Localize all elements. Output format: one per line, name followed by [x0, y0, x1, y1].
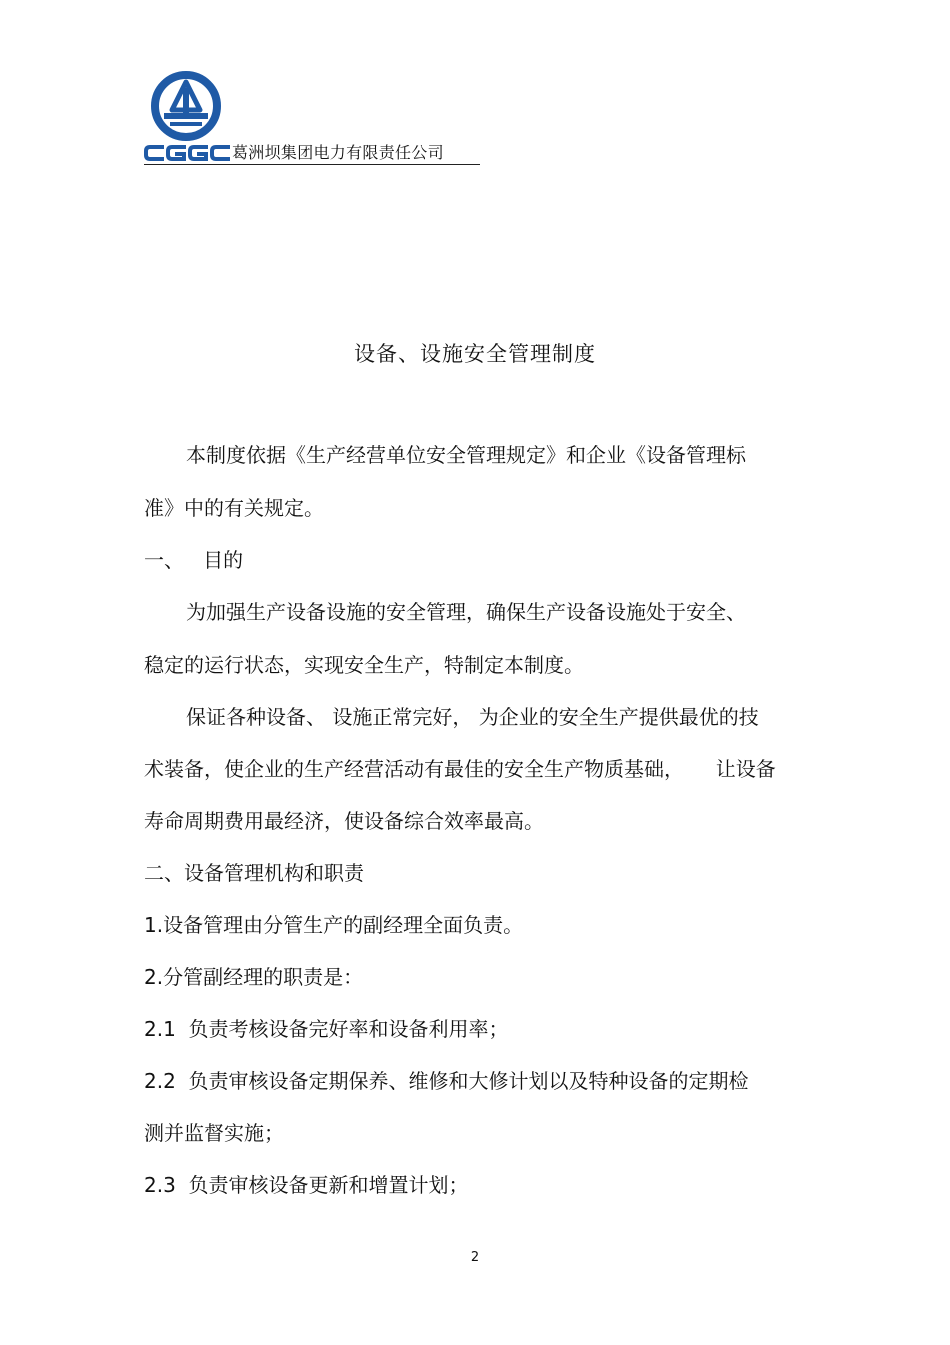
company-name: 葛洲坝集团电力有限责任公司 [232, 143, 444, 162]
section-heading: 一、 目的 [144, 548, 244, 572]
paragraph-line: 术装备，使企业的生产经营活动有最佳的安全生产物质基础， 让设备 [144, 757, 776, 781]
paragraph-line: 为加强生产设备设施的安全管理，确保生产设备设施处于安全、 [186, 600, 746, 624]
list-item: 2.2 负责审核设备定期保养、维修和大修计划以及特种设备的定期检 [144, 1069, 749, 1093]
header-divider [144, 164, 480, 165]
paragraph-line: 寿命周期费用最经济，使设备综合效率最高。 [144, 809, 544, 833]
paragraph-line: 保证各种设备、 设施正常完好， 为企业的安全生产提供最优的技 [186, 705, 759, 729]
section-heading: 二、设备管理机构和职责 [144, 861, 364, 885]
paragraph-line: 本制度依据《生产经营单位安全管理规定》和企业《设备管理标 [186, 443, 746, 467]
cggc-logo-icon [150, 70, 222, 142]
list-item: 2.1 负责考核设备完好率和设备利用率； [144, 1017, 509, 1041]
page-number: 2 [470, 1250, 480, 1265]
paragraph-line: 稳定的运行状态，实现安全生产，特制定本制度。 [144, 653, 584, 677]
document-title: 设备、设施安全管理制度 [354, 342, 596, 366]
list-item-continuation: 测并监督实施； [144, 1121, 284, 1145]
list-item: 1.设备管理由分管生产的副经理全面负责。 [144, 913, 524, 937]
list-item: 2.分管副经理的职责是： [144, 965, 364, 989]
cggc-wordmark [144, 144, 230, 162]
list-item: 2.3 负责审核设备更新和增置计划； [144, 1173, 469, 1197]
document-header [144, 70, 480, 166]
paragraph-line: 准》中的有关规定。 [144, 496, 324, 520]
